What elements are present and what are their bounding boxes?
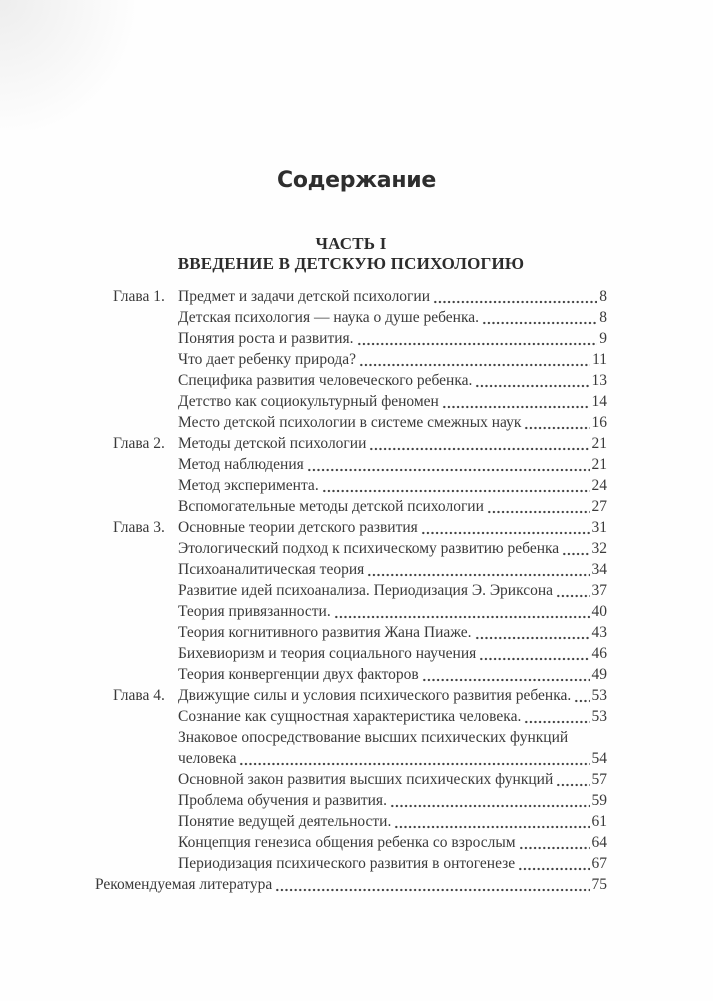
toc-row — [95, 769, 607, 790]
toc-row — [95, 874, 607, 895]
toc-row — [95, 559, 607, 580]
dot-leader — [357, 328, 598, 349]
page-number: 46 — [591, 645, 607, 662]
page-number: 21 — [591, 456, 607, 473]
toc-row — [95, 622, 607, 643]
dot-leader — [524, 412, 589, 433]
entry-title: Предмет и задачи детской психологии — [178, 288, 431, 305]
page-number: 16 — [591, 414, 607, 431]
page-number: 37 — [591, 582, 607, 599]
dot-leader — [334, 601, 590, 622]
entry-title: Понятие ведущей деятельности. — [178, 813, 392, 830]
entry-title: Рекомендуемая литература — [95, 876, 273, 893]
page-number: 31 — [591, 519, 607, 536]
part-heading: ВВЕДЕНИЕ В ДЕТСКУЮ ПСИХОЛОГИЮ — [177, 254, 525, 273]
toc-row — [95, 706, 607, 727]
page-number: 61 — [591, 813, 607, 830]
toc-row — [95, 643, 607, 664]
entry-title: Концепция генезиса общения ребенка со взрослым — [178, 834, 516, 851]
page-number: 43 — [591, 624, 607, 641]
toc-row — [95, 391, 607, 412]
entry-title: человека — [178, 750, 237, 767]
dot-leader — [369, 433, 589, 454]
table-of-contents — [95, 286, 607, 895]
dot-leader — [475, 622, 590, 643]
chapter-label: Глава 1. — [113, 288, 165, 305]
toc-row — [95, 832, 607, 853]
dot-leader — [275, 874, 589, 895]
dot-leader — [518, 853, 589, 874]
entry-title: Бихевиоризм и теория социального научения — [178, 645, 477, 662]
dot-leader — [519, 832, 590, 853]
chapter-label: Глава 2. — [113, 435, 165, 452]
entry-title: Психоаналитическая теория — [178, 561, 365, 578]
toc-row — [95, 286, 607, 307]
toc-row — [95, 328, 607, 349]
page-number: 49 — [591, 666, 607, 683]
toc-row — [95, 685, 607, 706]
dot-leader — [487, 496, 590, 517]
dot-leader — [307, 454, 590, 475]
page-number: 64 — [591, 834, 607, 851]
page-number: 13 — [591, 372, 607, 389]
page-number: 57 — [591, 771, 607, 788]
dot-leader — [322, 475, 590, 496]
toc-row — [95, 412, 607, 433]
toc-row — [95, 790, 607, 811]
part-heading-block — [95, 234, 607, 274]
entry-title: Этологический подход к психическому развитию ребенка — [178, 540, 560, 557]
dot-leader — [390, 790, 590, 811]
dot-leader — [394, 811, 589, 832]
entry-title: Метод эксперимента. — [178, 477, 319, 494]
page-number: 14 — [591, 393, 607, 410]
toc-row — [95, 517, 607, 538]
toc-row — [95, 601, 607, 622]
toc-row — [95, 580, 607, 601]
page-number: 59 — [591, 792, 607, 809]
toc-row — [95, 664, 607, 685]
dot-leader — [556, 580, 589, 601]
page-number: 54 — [591, 750, 607, 767]
entry-title: Вспомогательные методы детской психологии — [178, 498, 484, 515]
entry-title: Специфика развития человеческого ребенка. — [178, 372, 473, 389]
toc-row — [95, 370, 607, 391]
page-number: 75 — [591, 876, 607, 893]
toc-row — [95, 811, 607, 832]
entry-title: Что дает ребенку природа? — [178, 351, 357, 368]
entry-title: Периодизация психического развития в онтогенезе — [178, 855, 516, 872]
toc-row — [95, 727, 607, 748]
page-number: 21 — [591, 435, 607, 452]
dot-leader — [524, 706, 589, 727]
dot-leader — [359, 349, 590, 370]
toc-row — [95, 538, 607, 559]
page-number: 40 — [591, 603, 607, 620]
chapter-label: Глава 4. — [113, 687, 165, 704]
entry-title: Проблема обучения и развития. — [178, 792, 387, 809]
toc-row — [95, 475, 607, 496]
entry-title: Метод наблюдения — [178, 456, 304, 473]
entry-title: Знаковое опосредствование высших психических функций — [178, 729, 569, 746]
toc-row — [95, 496, 607, 517]
dot-leader — [239, 748, 589, 769]
entry-title: Основные теории детского развития — [178, 519, 418, 536]
toc-row — [95, 307, 607, 328]
page-number: 11 — [592, 351, 607, 368]
entry-title: Место детской психологии в системе смежных наук — [178, 414, 522, 431]
toc-row — [95, 454, 607, 475]
entry-title: Детство как социокультурный феномен — [178, 393, 439, 410]
dot-leader — [562, 538, 589, 559]
dot-leader — [421, 517, 590, 538]
toc-row — [95, 349, 607, 370]
dot-leader — [482, 307, 597, 328]
page-number: 27 — [591, 498, 607, 515]
entry-title: Теория когнитивного развития Жана Пиаже. — [178, 624, 472, 641]
page-title: Содержание — [277, 168, 436, 193]
entry-title: Теория конвергенции двух факторов — [178, 666, 419, 683]
dot-leader — [479, 643, 589, 664]
entry-title: Понятия роста и развития. — [178, 330, 354, 347]
toc-row — [95, 748, 607, 769]
page-number: 53 — [591, 687, 607, 704]
entry-title: Движущие силы и условия психического развития ребенка. — [178, 687, 572, 704]
dot-leader — [367, 559, 589, 580]
page-number: 32 — [591, 540, 607, 557]
page-number: 34 — [591, 561, 607, 578]
page-number: 8 — [599, 309, 607, 326]
entry-title: Основной закон развития высших психических функций — [178, 771, 554, 788]
entry-title: Методы детской психологии — [178, 435, 367, 452]
entry-title: Сознание как сущностная характеристика человека. — [178, 708, 522, 725]
dot-leader — [422, 664, 590, 685]
dot-leader — [574, 685, 589, 706]
dot-leader — [475, 370, 589, 391]
part-kicker: ЧАСТЬ I — [315, 234, 387, 253]
page-number: 8 — [599, 288, 607, 305]
dot-leader — [433, 286, 597, 307]
chapter-label: Глава 3. — [113, 519, 165, 536]
toc-row — [95, 433, 607, 454]
page-number: 53 — [591, 708, 607, 725]
dot-leader — [442, 391, 590, 412]
page-number: 9 — [599, 330, 607, 347]
entry-title: Развитие идей психоанализа. Периодизация Э. Эриксона — [178, 582, 554, 599]
entry-title: Детская психология — наука о душе ребенка. — [178, 309, 480, 326]
toc-row — [95, 853, 607, 874]
entry-title: Теория привязанности. — [178, 603, 331, 620]
dot-leader — [556, 769, 589, 790]
page-number: 67 — [591, 855, 607, 872]
page-number: 24 — [591, 477, 607, 494]
